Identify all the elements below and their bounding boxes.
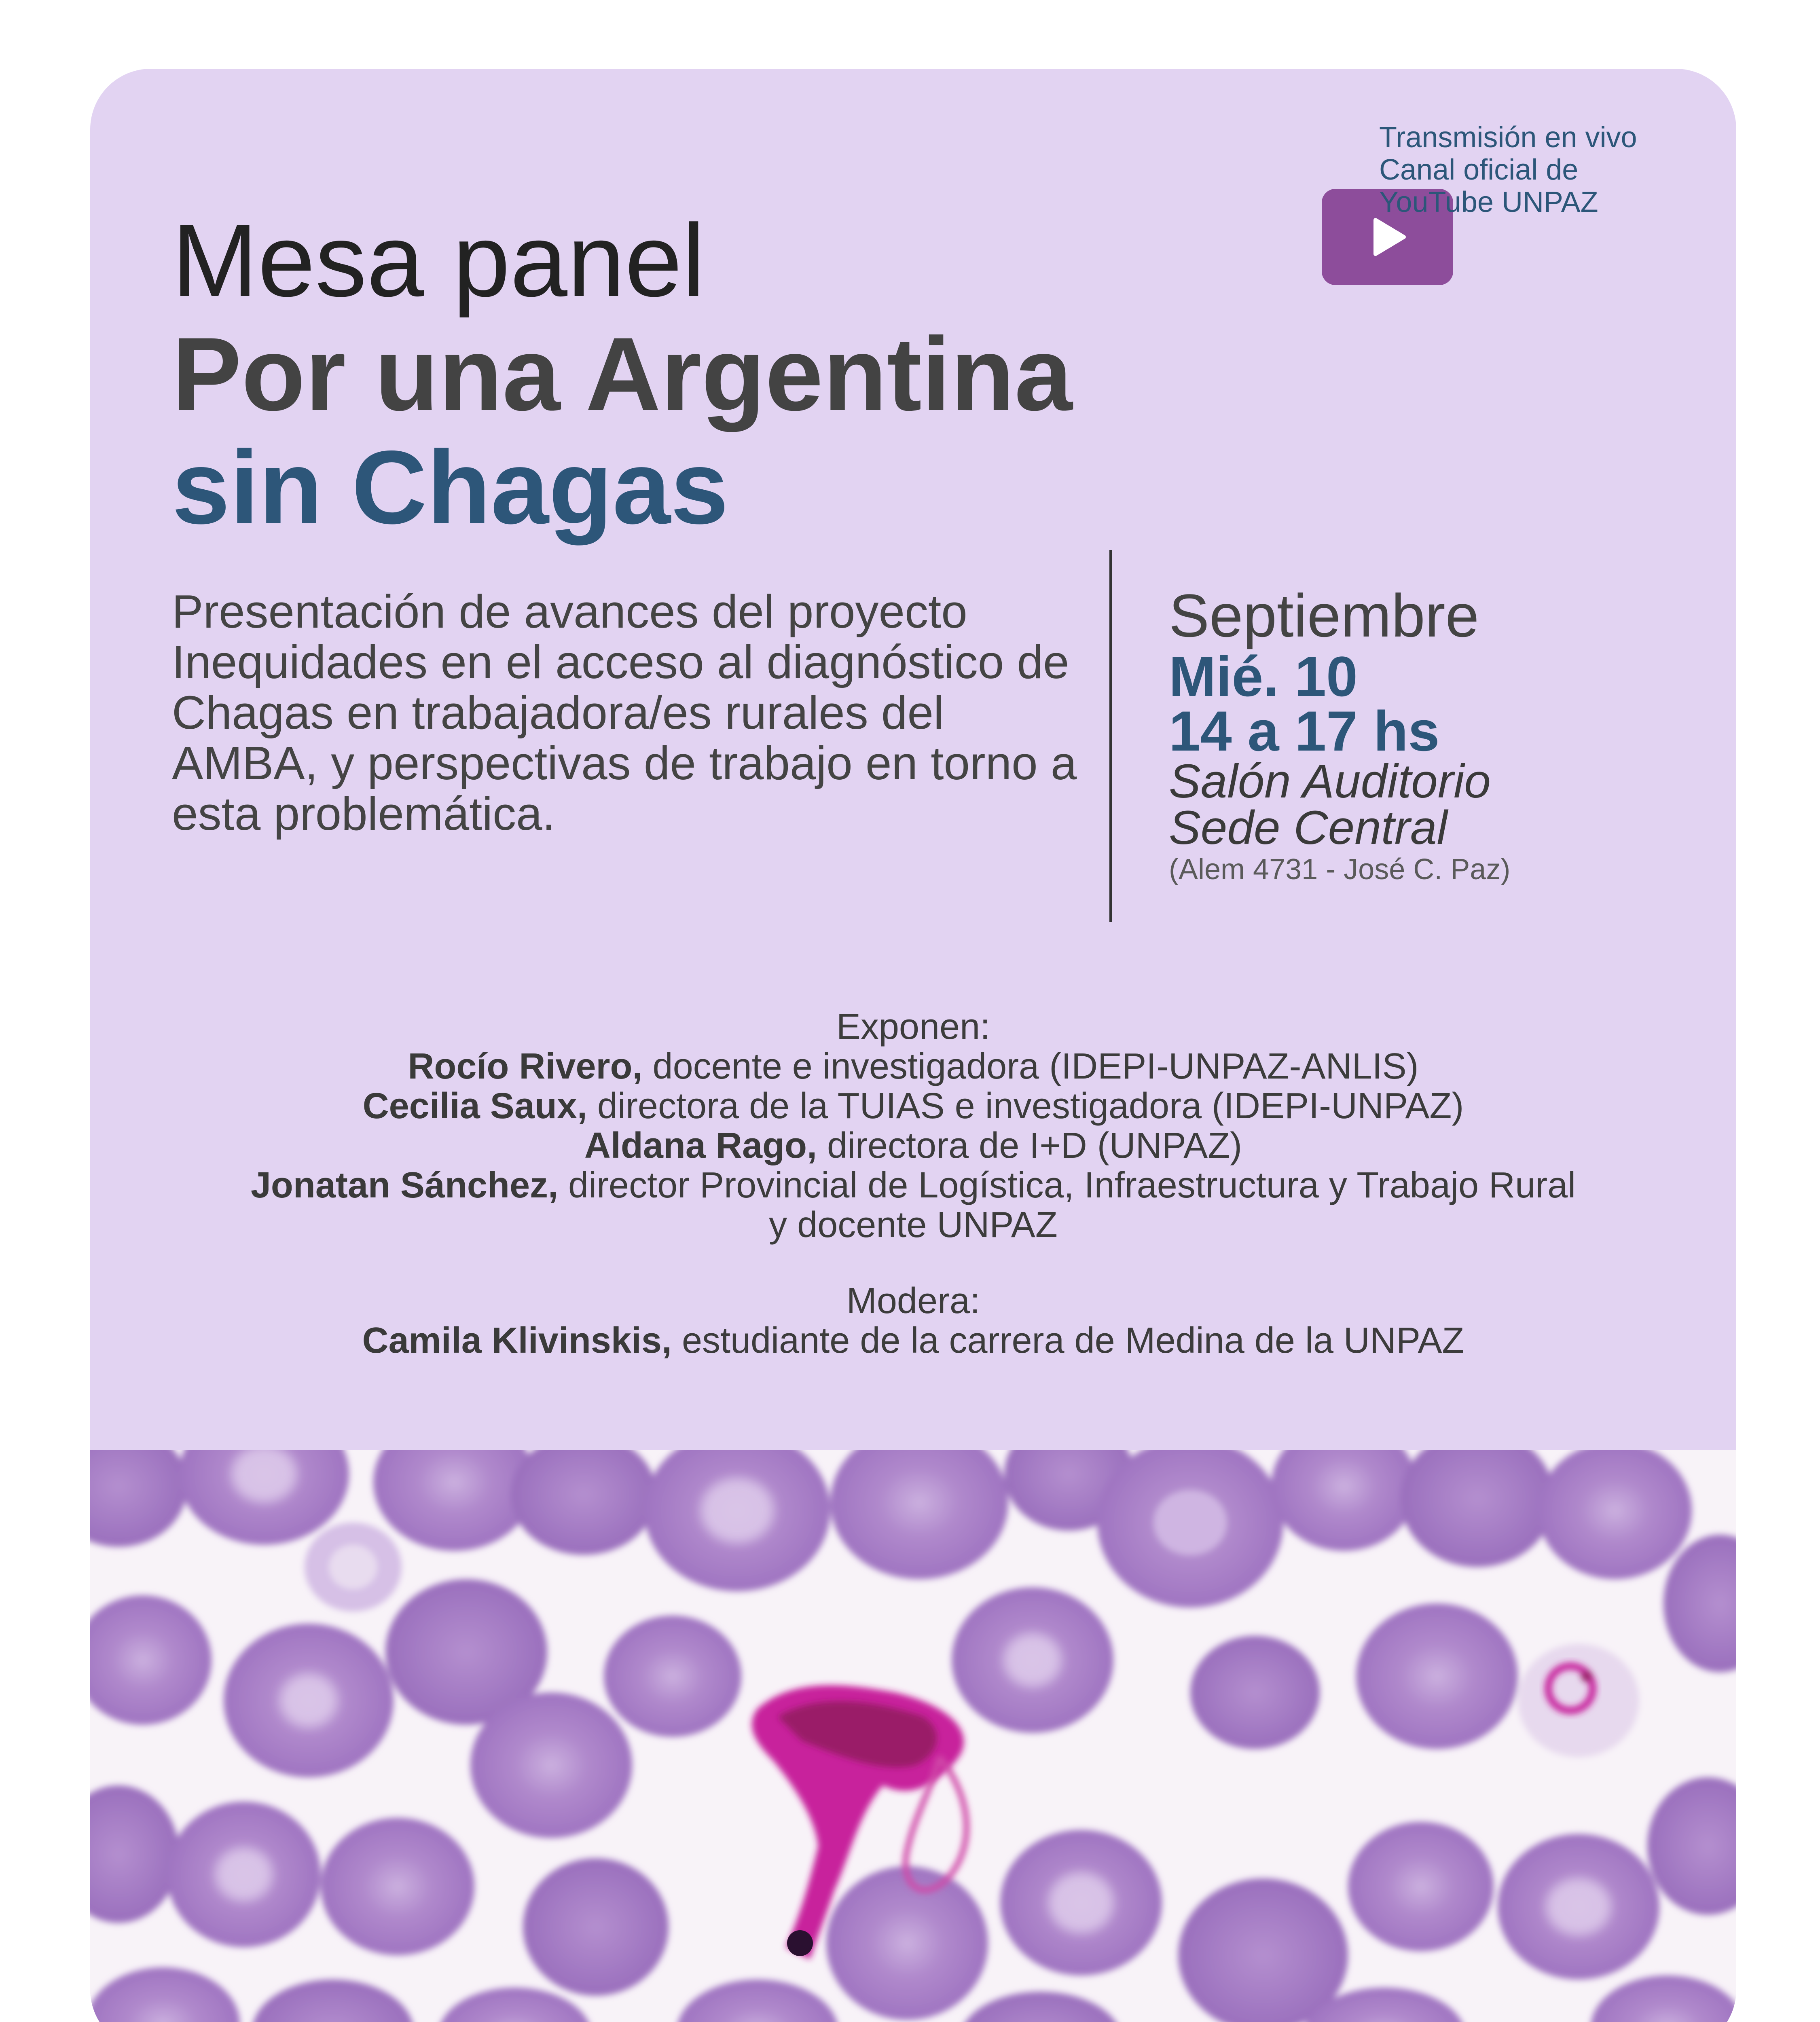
event-day: Mié. 10 [1169, 645, 1358, 708]
event-details [1169, 582, 1695, 888]
speaker-name: Jonatan Sánchez, [250, 1165, 559, 1206]
event-description: Presentación de avances del proyecto Inequidades en el acceso al diagnóstico de Chagas en trabajadora/es rurales del AMBA, y perspectivas de trabajo en torno a esta problemática. [172, 585, 1077, 840]
speaker-item [90, 1126, 1736, 1165]
speaker-name: Cecilia Saux, [362, 1086, 587, 1126]
moderator-role: estudiante de la carrera de Medina de la UNPAZ [671, 1320, 1464, 1361]
speaker-name: Aldana Rago, [584, 1125, 817, 1166]
moderator-item [90, 1321, 1736, 1360]
title-line-1: Mesa panel [172, 203, 705, 318]
play-icon [1367, 217, 1408, 257]
stream-line-1: Transmisión en vivo [1379, 121, 1637, 154]
event-card [90, 69, 1736, 2022]
speakers-section [90, 1007, 1736, 1360]
speakers-heading: Exponen: [836, 1007, 990, 1047]
event-hours: 14 a 17 hs [1169, 699, 1440, 763]
speaker-role: directora de I+D (UNPAZ) [817, 1125, 1242, 1166]
speaker-role: docente e investigadora (IDEPI-UNPAZ-ANLIS) [642, 1046, 1419, 1087]
vertical-divider [1109, 550, 1112, 922]
moderator-name: Camila Klivinskis, [362, 1320, 672, 1361]
stream-line-3: YouTube UNPAZ [1379, 186, 1598, 218]
event-address: (Alem 4731 - José C. Paz) [1169, 853, 1511, 886]
microscope-image [90, 1450, 1736, 2022]
title-line-2: Por una Argentina [172, 315, 1073, 432]
event-venue-line-2: Sede Central [1169, 801, 1448, 854]
event-venue-line-1: Salón Auditorio [1169, 755, 1491, 808]
speaker-role: directora de la TUIAS e investigadora (IDEPI-UNPAZ) [587, 1086, 1464, 1126]
speaker-role: director Provincial de Logística, Infraestructura y Trabajo Rural [558, 1165, 1576, 1206]
event-month: Septiembre [1169, 582, 1479, 649]
stream-line-2: Canal oficial de [1379, 154, 1579, 186]
moderator-heading: Modera: [846, 1281, 980, 1321]
speaker-item [90, 1086, 1736, 1126]
speaker-continuation: y docente UNPAZ [769, 1205, 1058, 1245]
title-line-3: sin Chagas [172, 429, 729, 546]
stream-info [1379, 121, 1727, 218]
speaker-item [90, 1165, 1736, 1205]
speaker-item [90, 1047, 1736, 1086]
speaker-name: Rocío Rivero, [408, 1046, 643, 1087]
